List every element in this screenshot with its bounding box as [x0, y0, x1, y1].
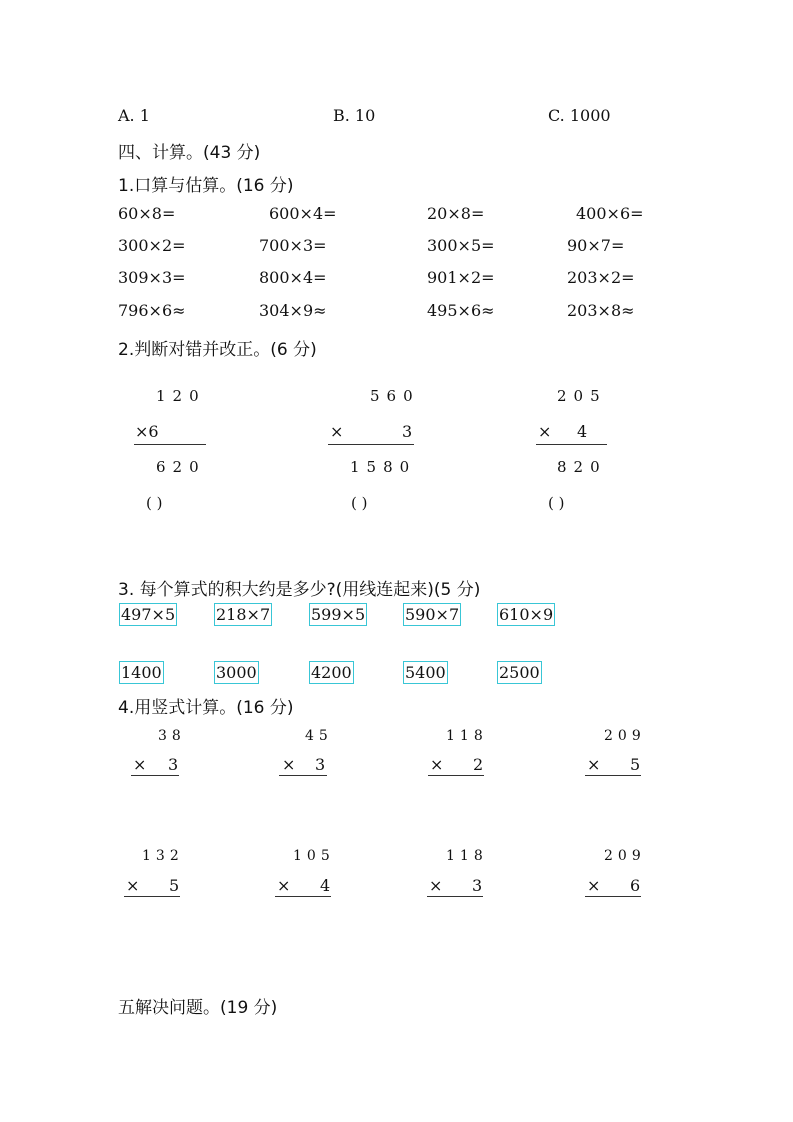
q4-rule — [279, 775, 327, 776]
q1-item: 203×8≈ — [567, 301, 635, 320]
q4-top-number: 38 — [158, 728, 186, 744]
q4-rule — [124, 896, 180, 897]
q4-multiplier: 4 — [320, 876, 331, 895]
q4-multiplier: 3 — [472, 876, 483, 895]
q1-item: 796×6≈ — [118, 301, 186, 320]
q4-operator: × — [587, 876, 601, 895]
q3-answer-box[interactable]: 4200 — [311, 663, 352, 682]
q2-rule — [134, 444, 206, 445]
q4-rule — [585, 896, 641, 897]
q4-multiplier: 2 — [473, 755, 484, 774]
q1-item: 309×3= — [118, 268, 186, 287]
q1-item: 400×6= — [576, 204, 644, 223]
q4-rule — [428, 775, 484, 776]
q1-item: 300×5= — [427, 236, 495, 255]
q4-top-number: 209 — [604, 848, 646, 864]
q2-top-number: 205 — [557, 387, 607, 405]
q4-multiplier: 5 — [169, 876, 180, 895]
q4-top-number: 132 — [142, 848, 184, 864]
q4-rule — [427, 896, 483, 897]
q2-operator: ×6 — [135, 422, 159, 441]
q2-title: 2.判断对错并改正。(6 分) — [118, 340, 317, 360]
q4-top-number: 209 — [604, 728, 646, 744]
q4-operator: × — [430, 755, 444, 774]
q1-item: 20×8= — [427, 204, 485, 223]
q3-expression-box[interactable]: 610×9 — [499, 605, 554, 624]
q3-expression-box[interactable]: 590×7 — [405, 605, 460, 624]
q4-rule — [131, 775, 179, 776]
q2-answer-paren[interactable]: ( ) — [146, 494, 163, 512]
q2-result: 1580 — [350, 458, 417, 476]
q2-rule — [328, 444, 414, 445]
q1-item: 700×3= — [259, 236, 327, 255]
section-5-title: 五解决问题。(19 分) — [118, 998, 278, 1018]
q1-item: 901×2= — [427, 268, 495, 287]
q4-title: 4.用竖式计算。(16 分) — [118, 698, 294, 718]
q3-expression-box[interactable]: 497×5 — [121, 605, 176, 624]
q2-multiplier: 4 — [577, 422, 588, 441]
q4-operator: × — [277, 876, 291, 895]
q3-answer-box[interactable]: 2500 — [499, 663, 540, 682]
q1-item: 90×7= — [567, 236, 625, 255]
option-a: A. 1 — [118, 106, 150, 125]
q4-operator: × — [133, 755, 147, 774]
q4-operator: × — [282, 755, 296, 774]
q2-operator: × — [538, 422, 552, 441]
q4-operator: × — [126, 876, 140, 895]
q4-top-number: 45 — [305, 728, 333, 744]
q3-expression-box[interactable]: 218×7 — [216, 605, 271, 624]
q4-multiplier: 5 — [630, 755, 641, 774]
q1-title: 1.口算与估算。(16 分) — [118, 176, 294, 196]
q4-rule — [275, 896, 331, 897]
q2-operator: × — [330, 422, 344, 441]
q1-item: 495×6≈ — [427, 301, 495, 320]
section-4-title: 四、计算。(43 分) — [118, 143, 261, 163]
q2-answer-paren[interactable]: ( ) — [351, 494, 368, 512]
q3-answer-box[interactable]: 3000 — [216, 663, 257, 682]
q4-multiplier: 3 — [315, 755, 326, 774]
q4-operator: × — [587, 755, 601, 774]
q3-answer-box[interactable]: 1400 — [121, 663, 162, 682]
option-c: C. 1000 — [548, 106, 611, 125]
option-b: B. 10 — [333, 106, 376, 125]
q4-multiplier: 6 — [630, 876, 641, 895]
q2-rule — [536, 444, 607, 445]
q3-answer-box[interactable]: 5400 — [405, 663, 446, 682]
q4-rule — [585, 775, 641, 776]
q1-item: 203×2= — [567, 268, 635, 287]
q3-title: 3. 每个算式的积大约是多少?(用线连起来)(5 分) — [118, 580, 481, 600]
q1-item: 800×4= — [259, 268, 327, 287]
q1-item: 304×9≈ — [259, 301, 327, 320]
q1-item: 300×2= — [118, 236, 186, 255]
q1-item: 60×8= — [118, 204, 176, 223]
q2-result: 820 — [557, 458, 607, 476]
q4-top-number: 118 — [446, 848, 488, 864]
q4-operator: × — [429, 876, 443, 895]
q2-multiplier: 3 — [402, 422, 413, 441]
q3-expression-box[interactable]: 599×5 — [311, 605, 366, 624]
q2-answer-paren[interactable]: ( ) — [548, 494, 565, 512]
q1-item: 600×4= — [269, 204, 337, 223]
q2-result: 620 — [156, 458, 206, 476]
q4-multiplier: 3 — [168, 755, 179, 774]
q2-top-number: 560 — [370, 387, 420, 405]
q4-top-number: 118 — [446, 728, 488, 744]
q2-top-number: 120 — [156, 387, 206, 405]
q4-top-number: 105 — [293, 848, 335, 864]
